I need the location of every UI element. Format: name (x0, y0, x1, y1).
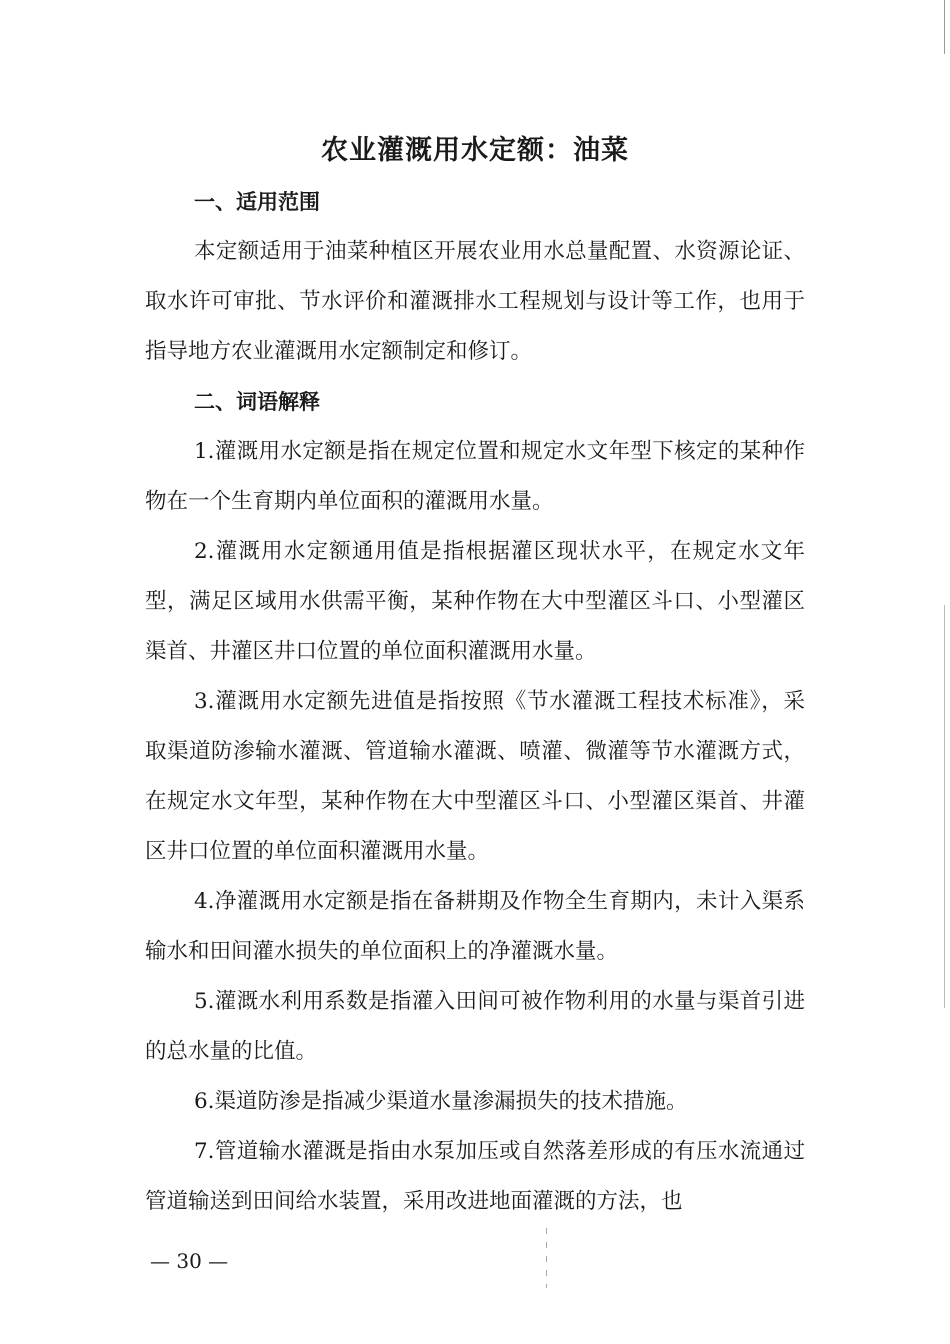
document-title: 农业灌溉用水定额：油菜 (321, 135, 629, 166)
paragraph-term-4: 4.净灌溉用水定额是指在备耕期及作物全生育期内，未计入渠系输水和田间灌水损失的单位面积上的净灌溉水量。 (145, 889, 805, 964)
paragraph-scope: 本定额适用于油菜种植区开展农业用水总量配置、水资源论证、取水许可审批、节水评价和灌溉排水工程规划与设计等工作，也用于指导地方农业灌溉用水定额制定和修订。 (145, 239, 805, 364)
paragraph-term-5: 5.灌溉水利用系数是指灌入田间可被作物利用的水量与渠首引进的总水量的比值。 (145, 989, 805, 1064)
section-heading-scope: 一、适用范围 (194, 190, 320, 214)
paragraph-term-2: 2.灌溉用水定额通用值是指根据灌区现状水平，在规定水文年型，满足区域用水供需平衡，某种作物在大中型灌区斗口、小型灌区渠首、井灌区井口位置的单位面积灌溉用水量。 (145, 539, 805, 664)
paragraph-term-7: 7.管道输水灌溉是指由水泵加压或自然落差形成的有压水流通过管道输送到田间给水装置，采用改进地面灌溉的方法，也 (145, 1139, 805, 1214)
section-heading-terms: 二、词语解释 (194, 390, 320, 414)
paragraph-term-6: 6.渠道防渗是指减少渠道水量渗漏损失的技术措施。 (194, 1089, 688, 1114)
page-number: — 30 — (150, 1249, 229, 1273)
paragraph-term-3: 3.灌溉用水定额先进值是指按照《节水灌溉工程技术标准》，采取渠道防渗输水灌溉、管道输水灌溉、喷灌、微灌等节水灌溉方式，在规定水文年型，某种作物在大中型灌区斗口、小型灌区渠首、井灌区井口位置的单位面积灌溉用水量。 (145, 689, 805, 864)
document-body (145, 177, 805, 1227)
scan-edge-line (944, 0, 945, 1344)
paragraph-term-1: 1.灌溉用水定额是指在规定位置和规定水文年型下核定的某种作物在一个生育期内单位面积的灌溉用水量。 (145, 439, 805, 514)
scan-crease-mark (546, 1228, 547, 1288)
